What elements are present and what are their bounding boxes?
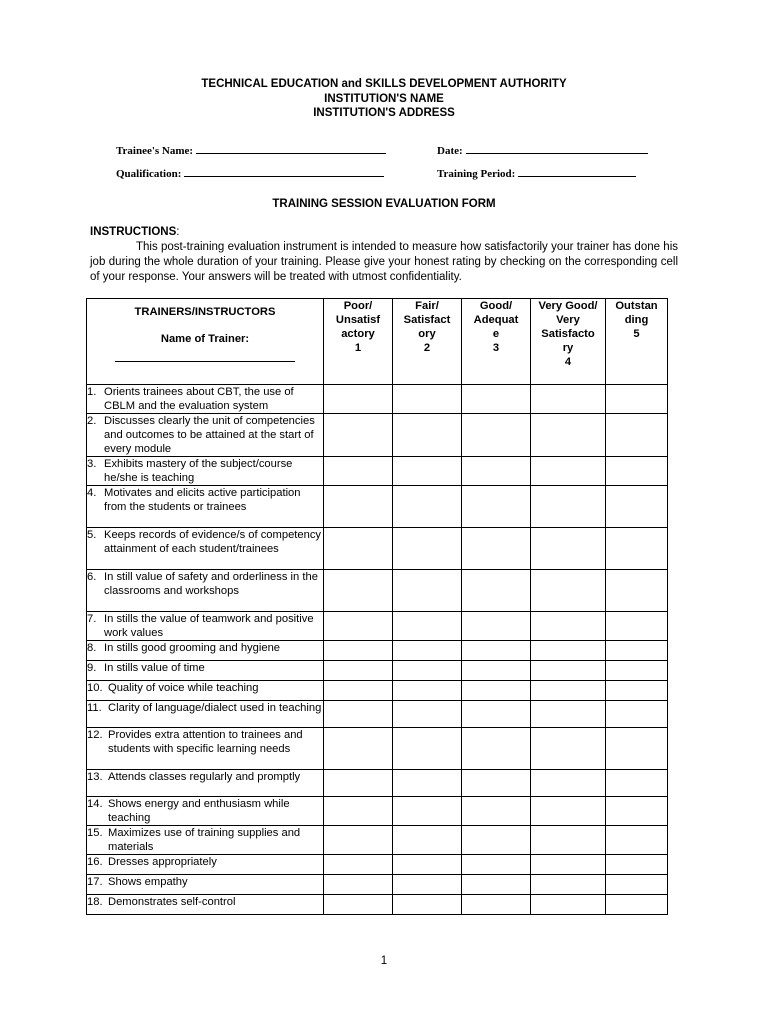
rating-cell-4[interactable] — [531, 728, 606, 770]
rating-cell-1[interactable] — [324, 385, 393, 414]
rating-cell-5[interactable] — [606, 681, 668, 701]
trainer-header-cell — [87, 299, 324, 385]
rating-cell-4[interactable] — [531, 701, 606, 728]
rating-cell-5[interactable] — [606, 414, 668, 457]
rating-value: 1 — [354, 342, 362, 354]
instructions-text: This post-training evaluation instrument is intended to measure how satisfactorily your trainer has done his job during the whole duration of your training. Please give your honest rating by checking on the corresponding cell of your response. Your answers will be treated with utmost confidentiality. — [90, 241, 678, 283]
criterion-cell — [87, 385, 324, 414]
table-row — [87, 855, 668, 875]
rating-cell-3[interactable] — [462, 414, 531, 457]
rating-cell-1[interactable] — [324, 895, 393, 915]
criterion-number: 15. — [87, 827, 103, 839]
criterion-cell — [87, 797, 324, 826]
rating-cell-1[interactable] — [324, 528, 393, 570]
rating-cell-3[interactable] — [462, 855, 531, 875]
rating-cell-2[interactable] — [393, 457, 462, 486]
criterion-cell — [87, 875, 324, 895]
rating-cell-5[interactable] — [606, 528, 668, 570]
rating-cell-5[interactable] — [606, 612, 668, 641]
criterion-number: 6. — [87, 571, 97, 583]
criterion-number: 13. — [87, 771, 103, 783]
criterion-cell — [87, 528, 324, 570]
evaluation-table — [86, 298, 668, 915]
rating-value: 5 — [633, 328, 640, 340]
rating-cell-3[interactable] — [462, 641, 531, 661]
form-title: TRAINING SESSION EVALUATION FORM — [272, 198, 496, 210]
criterion-cell — [87, 457, 324, 486]
criterion-cell — [87, 414, 324, 457]
rating-cell-3[interactable] — [462, 486, 531, 528]
table-row — [87, 457, 668, 486]
training-period-label: Training Period: — [437, 168, 516, 180]
rating-cell-5[interactable] — [606, 826, 668, 855]
table-row — [87, 612, 668, 641]
criterion-text: Clarity of language/dialect used in teaching — [108, 702, 322, 714]
criterion-text: Dresses appropriately — [108, 856, 217, 868]
criterion-cell — [87, 486, 324, 528]
rating-cell-3[interactable] — [462, 875, 531, 895]
rating-cell-3[interactable] — [462, 570, 531, 612]
criterion-cell — [87, 895, 324, 915]
rating-cell-4[interactable] — [531, 770, 606, 797]
date-line[interactable] — [466, 143, 648, 154]
rating-cell-2[interactable] — [393, 701, 462, 728]
criterion-number: 12. — [87, 729, 103, 741]
rating-cell-2[interactable] — [393, 797, 462, 826]
rating-cell-2[interactable] — [393, 570, 462, 612]
table-row — [87, 875, 668, 895]
authority-name: TECHNICAL EDUCATION and SKILLS DEVELOPMENT AUTHORITY — [201, 78, 567, 90]
criterion-number: 17. — [87, 876, 103, 888]
document-header — [0, 77, 768, 121]
rating-cell-1[interactable] — [324, 681, 393, 701]
criterion-text: Provides extra attention to trainees and students with specific learning needs — [108, 729, 303, 755]
rating-cell-4[interactable] — [531, 414, 606, 457]
rating-label: Outstan ding — [615, 300, 658, 326]
rating-cell-5[interactable] — [606, 661, 668, 681]
criterion-number: 4. — [87, 487, 97, 499]
criterion-cell — [87, 855, 324, 875]
table-row — [87, 895, 668, 915]
training-period-line[interactable] — [518, 166, 636, 177]
rating-cell-4[interactable] — [531, 641, 606, 661]
rating-cell-4[interactable] — [531, 875, 606, 895]
table-row — [87, 641, 668, 661]
rating-cell-2[interactable] — [393, 612, 462, 641]
criterion-cell — [87, 681, 324, 701]
date-field[interactable] — [437, 143, 648, 157]
institution-name: INSTITUTION'S NAME — [324, 92, 444, 105]
rating-cell-4[interactable] — [531, 797, 606, 826]
criterion-number: 14. — [87, 798, 103, 810]
rating-cell-5[interactable] — [606, 641, 668, 661]
rating-cell-1[interactable] — [324, 612, 393, 641]
page-number: 1 — [380, 955, 388, 967]
rating-cell-1[interactable] — [324, 770, 393, 797]
rating-cell-3[interactable] — [462, 528, 531, 570]
rating-label: Poor/ Unsatisf actory — [335, 300, 381, 340]
rating-cell-3[interactable] — [462, 612, 531, 641]
rating-header-3 — [462, 299, 531, 385]
rating-cell-3[interactable] — [462, 770, 531, 797]
trainee-name-line[interactable] — [196, 143, 386, 154]
criterion-number: 7. — [87, 613, 97, 625]
criterion-cell — [87, 612, 324, 641]
rating-cell-5[interactable] — [606, 895, 668, 915]
rating-cell-4[interactable] — [531, 457, 606, 486]
criterion-number: 18. — [87, 896, 103, 908]
rating-cell-5[interactable] — [606, 875, 668, 895]
rating-cell-4[interactable] — [531, 681, 606, 701]
criterion-text: Motivates and elicits active participation from the students or trainees — [104, 487, 301, 513]
rating-cell-5[interactable] — [606, 797, 668, 826]
criterion-number: 2. — [87, 415, 97, 427]
criterion-text: Discusses clearly the unit of competencies and outcomes to be attained at the start of every module — [104, 415, 315, 455]
rating-cell-2[interactable] — [393, 681, 462, 701]
institution-address: INSTITUTION'S ADDRESS — [313, 107, 455, 119]
rating-header-1 — [324, 299, 393, 385]
rating-label: Very Good/ Very Satisfacto ry — [538, 300, 598, 354]
table-row — [87, 826, 668, 855]
table-row — [87, 681, 668, 701]
criterion-text: Keeps records of evidence/s of competency attainment of each student/trainees — [104, 529, 322, 555]
table-row — [87, 701, 668, 728]
rating-cell-3[interactable] — [462, 681, 531, 701]
criterion-text: Quality of voice while teaching — [108, 682, 259, 694]
trainer-name-line[interactable] — [115, 361, 295, 362]
rating-cell-2[interactable] — [393, 528, 462, 570]
rating-cell-3[interactable] — [462, 728, 531, 770]
criterion-text: Attends classes regularly and promptly — [108, 771, 301, 783]
criterion-cell — [87, 826, 324, 855]
rating-cell-4[interactable] — [531, 385, 606, 414]
rating-cell-2[interactable] — [393, 770, 462, 797]
criterion-number: 11. — [87, 702, 102, 714]
rating-cell-3[interactable] — [462, 701, 531, 728]
rating-cell-4[interactable] — [531, 528, 606, 570]
qualification-field[interactable] — [116, 166, 384, 180]
table-header-row — [87, 299, 668, 385]
trainee-name-label: Trainee's Name: — [116, 145, 194, 157]
table-row — [87, 385, 668, 414]
rating-cell-5[interactable] — [606, 770, 668, 797]
rating-cell-3[interactable] — [462, 895, 531, 915]
rating-cell-1[interactable] — [324, 797, 393, 826]
criterion-cell — [87, 701, 324, 728]
rating-cell-2[interactable] — [393, 641, 462, 661]
rating-cell-4[interactable] — [531, 826, 606, 855]
rating-cell-1[interactable] — [324, 570, 393, 612]
rating-cell-5[interactable] — [606, 385, 668, 414]
rating-cell-5[interactable] — [606, 728, 668, 770]
rating-cell-2[interactable] — [393, 875, 462, 895]
rating-label: Fair/ Satisfact ory — [403, 300, 451, 340]
evaluation-items — [87, 385, 668, 915]
rating-cell-1[interactable] — [324, 414, 393, 457]
criterion-text: In stills the value of teamwork and positive work values — [104, 613, 314, 639]
rating-cell-2[interactable] — [393, 661, 462, 681]
criterion-cell — [87, 641, 324, 661]
rating-cell-4[interactable] — [531, 612, 606, 641]
criterion-cell — [87, 728, 324, 770]
criterion-text: Demonstrates self-control — [108, 896, 236, 908]
trainee-name-field[interactable] — [116, 143, 386, 157]
rating-cell-2[interactable] — [393, 414, 462, 457]
criterion-text: In stills value of time — [104, 662, 205, 674]
criterion-number: 3. — [87, 458, 97, 470]
rating-cell-5[interactable] — [606, 570, 668, 612]
rating-cell-4[interactable] — [531, 570, 606, 612]
rating-cell-1[interactable] — [324, 826, 393, 855]
criterion-cell — [87, 570, 324, 612]
criterion-number: 16. — [87, 856, 103, 868]
rating-header-4 — [531, 299, 606, 385]
rating-value: 2 — [423, 342, 431, 354]
rating-cell-2[interactable] — [393, 855, 462, 875]
table-row — [87, 570, 668, 612]
qualification-label: Qualification: — [116, 168, 182, 180]
criterion-text: Maximizes use of training supplies and materials — [108, 827, 301, 853]
criterion-number: 1. — [87, 386, 97, 398]
rating-header-5 — [606, 299, 668, 385]
date-label: Date: — [437, 145, 463, 157]
rating-cell-1[interactable] — [324, 486, 393, 528]
rating-cell-4[interactable] — [531, 895, 606, 915]
criterion-text: Shows empathy — [108, 876, 188, 888]
rating-value: 4 — [564, 356, 572, 368]
rating-cell-1[interactable] — [324, 641, 393, 661]
rating-cell-1[interactable] — [324, 661, 393, 681]
rating-cell-2[interactable] — [393, 826, 462, 855]
criterion-number: 10. — [87, 682, 103, 694]
criterion-number: 8. — [87, 642, 97, 654]
rating-cell-4[interactable] — [531, 661, 606, 681]
rating-cell-3[interactable] — [462, 826, 531, 855]
table-row — [87, 486, 668, 528]
criterion-cell — [87, 661, 324, 681]
rating-cell-5[interactable] — [606, 457, 668, 486]
rating-cell-1[interactable] — [324, 728, 393, 770]
criterion-text: In still value of safety and orderliness in the classrooms and workshops — [104, 571, 318, 597]
table-row — [87, 770, 668, 797]
rating-cell-4[interactable] — [531, 486, 606, 528]
rating-cell-1[interactable] — [324, 457, 393, 486]
criterion-number: 5. — [87, 529, 97, 541]
criterion-text: Orients trainees about CBT, the use of CBLM and the evaluation system — [104, 386, 294, 412]
table-row — [87, 661, 668, 681]
rating-cell-1[interactable] — [324, 855, 393, 875]
rating-header-2 — [393, 299, 462, 385]
table-row — [87, 728, 668, 770]
criterion-cell — [87, 770, 324, 797]
rating-cell-2[interactable] — [393, 728, 462, 770]
training-period-field[interactable] — [437, 166, 636, 180]
trainer-name-label: Name of Trainer: — [160, 333, 250, 345]
rating-cell-1[interactable] — [324, 875, 393, 895]
rating-cell-5[interactable] — [606, 486, 668, 528]
table-row — [87, 797, 668, 826]
rating-cell-5[interactable] — [606, 855, 668, 875]
instructions-heading: INSTRUCTIONS: — [90, 226, 180, 238]
criterion-text: Shows energy and enthusiasm while teaching — [108, 798, 290, 824]
qualification-line[interactable] — [184, 166, 384, 177]
rating-cell-3[interactable] — [462, 661, 531, 681]
criterion-text: In stills good grooming and hygiene — [104, 642, 281, 654]
rating-cell-2[interactable] — [393, 385, 462, 414]
table-row — [87, 528, 668, 570]
rating-cell-5[interactable] — [606, 701, 668, 728]
trainer-header-title: TRAINERS/INSTRUCTORS — [134, 306, 276, 318]
rating-cell-2[interactable] — [393, 486, 462, 528]
rating-cell-1[interactable] — [324, 701, 393, 728]
rating-cell-3[interactable] — [462, 385, 531, 414]
rating-label: Good/ Adequat e — [473, 300, 519, 340]
criterion-text: Exhibits mastery of the subject/course he/she is teaching — [104, 458, 293, 484]
rating-cell-3[interactable] — [462, 457, 531, 486]
rating-cell-2[interactable] — [393, 895, 462, 915]
rating-value: 3 — [492, 342, 500, 354]
table-row — [87, 414, 668, 457]
criterion-number: 9. — [87, 662, 97, 674]
rating-cell-4[interactable] — [531, 855, 606, 875]
rating-cell-3[interactable] — [462, 797, 531, 826]
